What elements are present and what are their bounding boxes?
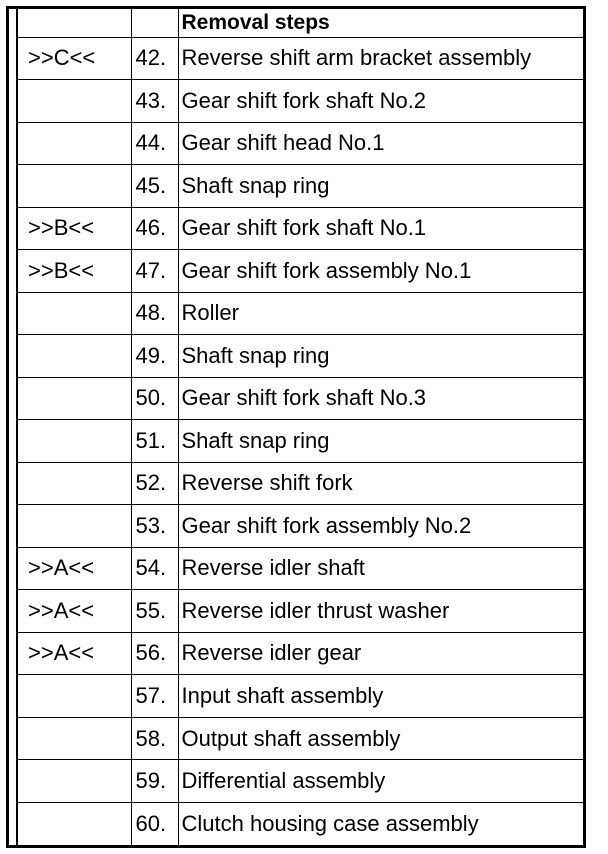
step-mark-cell: [18, 80, 131, 123]
step-description-cell: Gear shift fork shaft No.3: [178, 377, 583, 420]
table-row: [18, 122, 583, 165]
step-description-cell: Shaft snap ring: [178, 165, 583, 208]
step-number-cell: 44.: [131, 122, 178, 165]
step-number-cell: 49.: [131, 335, 178, 378]
step-number-cell: 58.: [131, 717, 178, 760]
step-description-cell: Gear shift fork shaft No.2: [178, 80, 583, 123]
header-mark-cell: [18, 9, 131, 37]
step-description-cell: Shaft snap ring: [178, 335, 583, 378]
step-number-cell: 55.: [131, 590, 178, 633]
table-row: [18, 377, 583, 420]
step-mark-cell: >>A<<: [18, 590, 131, 633]
removal-steps-frame: [6, 6, 586, 848]
removal-steps-table: [18, 9, 583, 845]
step-number-cell: 50.: [131, 377, 178, 420]
step-mark-cell: [18, 760, 131, 803]
table-row: [18, 760, 583, 803]
header-num-cell: [131, 9, 178, 37]
step-mark-cell: [18, 420, 131, 463]
step-number-cell: 51.: [131, 420, 178, 463]
table-row: [18, 207, 583, 250]
step-description-cell: Reverse shift arm bracket assembly: [178, 37, 583, 80]
step-mark-cell: [18, 802, 131, 845]
step-description-cell: Output shaft assembly: [178, 717, 583, 760]
table-header-row: [18, 9, 583, 37]
table-row: [18, 250, 583, 293]
table-row: [18, 505, 583, 548]
step-mark-cell: >>C<<: [18, 37, 131, 80]
table-row: [18, 802, 583, 845]
step-mark-cell: [18, 165, 131, 208]
step-description-cell: Shaft snap ring: [178, 420, 583, 463]
step-description-cell: Reverse idler shaft: [178, 547, 583, 590]
step-number-cell: 52.: [131, 462, 178, 505]
table-row: [18, 292, 583, 335]
table-row: [18, 590, 583, 633]
step-description-cell: Reverse idler gear: [178, 632, 583, 675]
step-description-cell: Roller: [178, 292, 583, 335]
table-row: [18, 632, 583, 675]
step-number-cell: 47.: [131, 250, 178, 293]
step-number-cell: 54.: [131, 547, 178, 590]
step-description-cell: Gear shift head No.1: [178, 122, 583, 165]
step-mark-cell: [18, 292, 131, 335]
step-number-cell: 57.: [131, 675, 178, 718]
step-number-cell: 46.: [131, 207, 178, 250]
table-row: [18, 335, 583, 378]
step-description-cell: Input shaft assembly: [178, 675, 583, 718]
header-title: Removal steps: [178, 9, 583, 37]
table-row: [18, 80, 583, 123]
step-mark-cell: >>A<<: [18, 632, 131, 675]
step-mark-cell: >>B<<: [18, 207, 131, 250]
table-row: [18, 462, 583, 505]
step-number-cell: 48.: [131, 292, 178, 335]
table-row: [18, 717, 583, 760]
table-row: [18, 420, 583, 463]
step-description-cell: Gear shift fork assembly No.2: [178, 505, 583, 548]
step-mark-cell: >>A<<: [18, 547, 131, 590]
table-row: [18, 547, 583, 590]
step-mark-cell: [18, 675, 131, 718]
step-number-cell: 60.: [131, 802, 178, 845]
step-number-cell: 53.: [131, 505, 178, 548]
step-number-cell: 56.: [131, 632, 178, 675]
table-row: [18, 675, 583, 718]
step-number-cell: 43.: [131, 80, 178, 123]
step-number-cell: 42.: [131, 37, 178, 80]
step-description-cell: Gear shift fork assembly No.1: [178, 250, 583, 293]
step-mark-cell: [18, 717, 131, 760]
step-mark-cell: [18, 462, 131, 505]
step-mark-cell: [18, 505, 131, 548]
table-row: [18, 165, 583, 208]
step-mark-cell: [18, 122, 131, 165]
step-number-cell: 59.: [131, 760, 178, 803]
step-description-cell: Gear shift fork shaft No.1: [178, 207, 583, 250]
table-row: [18, 37, 583, 80]
step-description-cell: Reverse idler thrust washer: [178, 590, 583, 633]
step-mark-cell: >>B<<: [18, 250, 131, 293]
step-mark-cell: [18, 335, 131, 378]
step-description-cell: Clutch housing case assembly: [178, 802, 583, 845]
step-mark-cell: [18, 377, 131, 420]
step-description-cell: Reverse shift fork: [178, 462, 583, 505]
step-description-cell: Differential assembly: [178, 760, 583, 803]
step-number-cell: 45.: [131, 165, 178, 208]
